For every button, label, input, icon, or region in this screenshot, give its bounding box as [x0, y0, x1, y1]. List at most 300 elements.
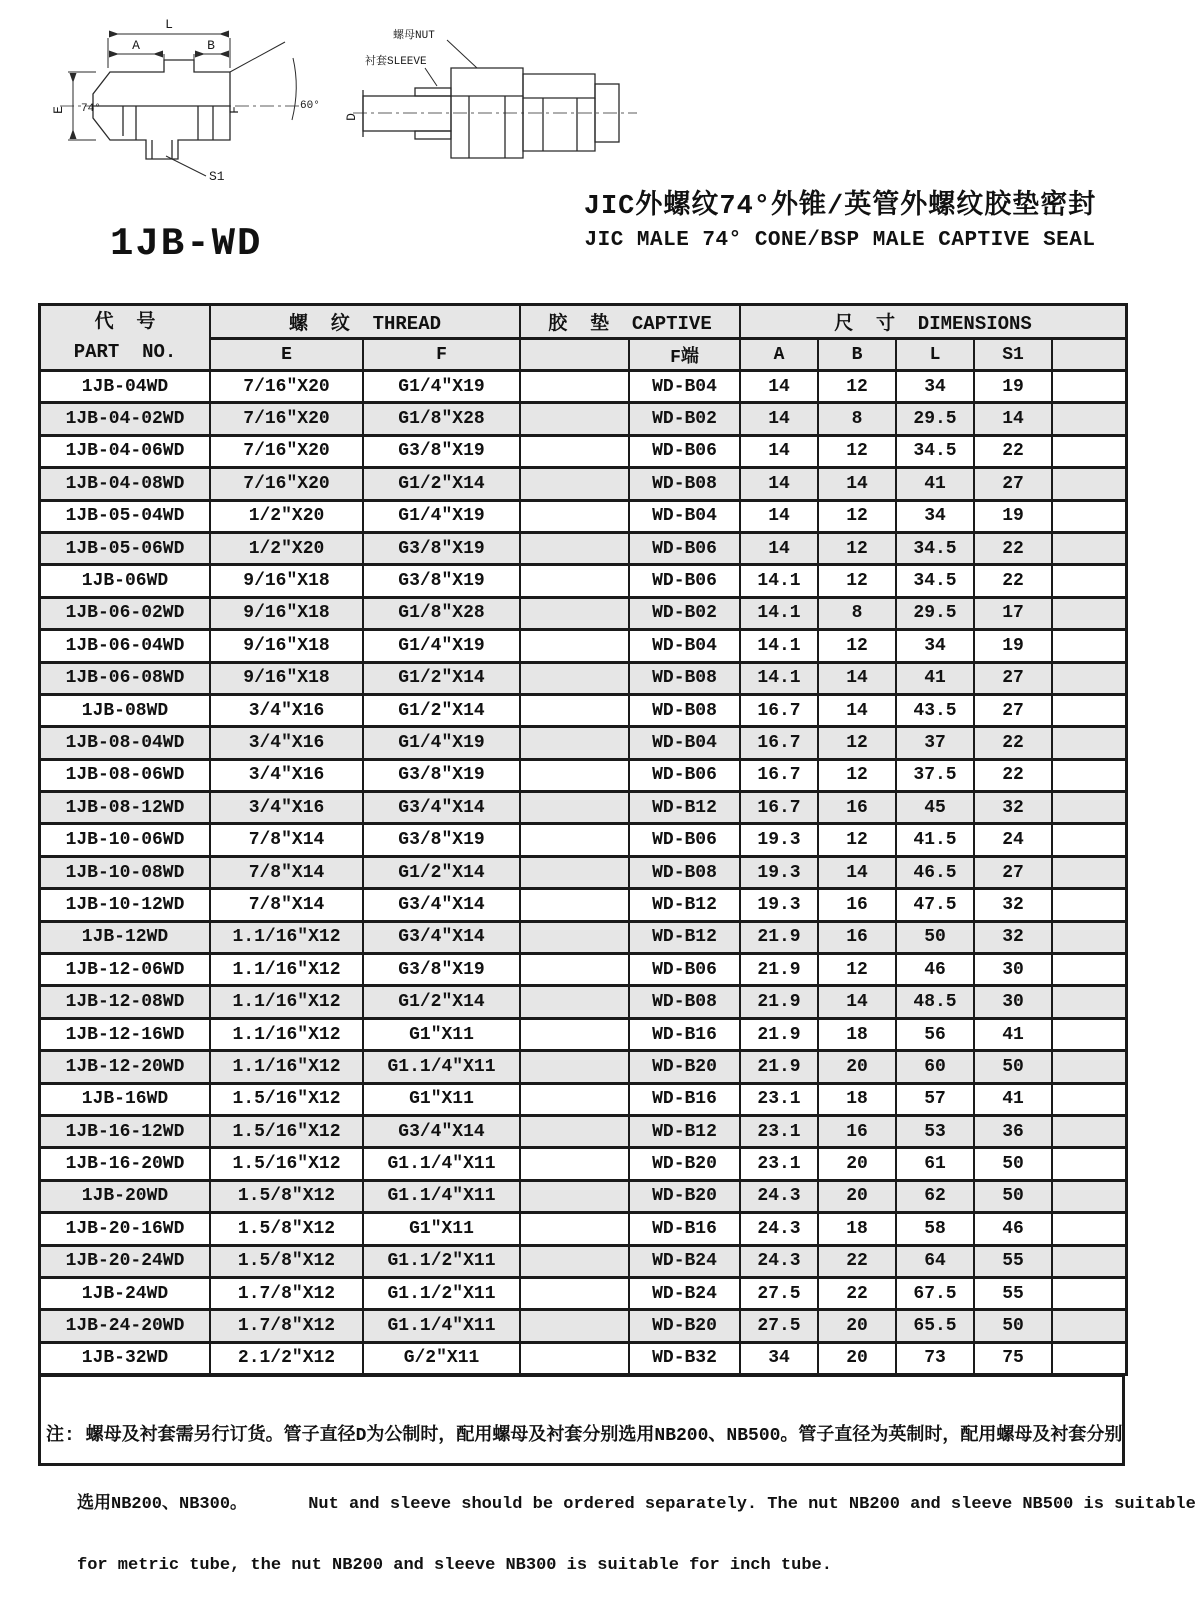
- table-cell: 22: [975, 534, 1053, 566]
- table-cell: 1.5/16″X12: [211, 1149, 364, 1181]
- table-cell: 64: [897, 1247, 975, 1279]
- table-row: [41, 631, 1128, 663]
- table-cell: WD-B16: [630, 1020, 741, 1052]
- header-col-b: B: [819, 340, 897, 372]
- table-cell: 1JB-32WD: [41, 1344, 211, 1376]
- table-cell: 50: [975, 1149, 1053, 1181]
- table-cell: [521, 858, 630, 890]
- table-cell: WD-B16: [630, 1085, 741, 1117]
- nut-body: [451, 96, 523, 158]
- table-cell: 22: [819, 1279, 897, 1311]
- table-cell: G3/4″X14: [364, 1117, 521, 1149]
- header-col-s1: S1: [975, 340, 1053, 372]
- header-col-captive-blank: [521, 340, 630, 372]
- table-cell: 12: [819, 534, 897, 566]
- table-cell: [521, 599, 630, 631]
- table-cell: [521, 469, 630, 501]
- table-cell: [1053, 761, 1128, 793]
- table-row: [41, 825, 1128, 857]
- table-cell: 7/16″X20: [211, 469, 364, 501]
- table-cell: [1053, 372, 1128, 404]
- table-row: [41, 534, 1128, 566]
- table-cell: 61: [897, 1149, 975, 1181]
- table-cell: [1053, 1247, 1128, 1279]
- table-cell: 21.9: [741, 923, 819, 955]
- table-cell: 60: [897, 1052, 975, 1084]
- body-lower: [523, 98, 595, 151]
- table-cell: 3/4″X16: [211, 728, 364, 760]
- table-cell: [521, 1052, 630, 1084]
- table-cell: WD-B24: [630, 1279, 741, 1311]
- page-title-chinese: JIC外螺纹74°外锥/英管外螺纹胶垫密封: [583, 192, 1097, 222]
- table-cell: 1JB-20-16WD: [41, 1214, 211, 1246]
- table-cell: 1/2″X20: [211, 502, 364, 534]
- table-cell: 1.1/16″X12: [211, 1052, 364, 1084]
- table-cell: 34: [897, 372, 975, 404]
- table-cell: [1053, 1279, 1128, 1311]
- table-cell: 16.7: [741, 793, 819, 825]
- table-cell: WD-B12: [630, 793, 741, 825]
- table-cell: 8: [819, 404, 897, 436]
- table-cell: 14: [819, 664, 897, 696]
- table-cell: 23.1: [741, 1149, 819, 1181]
- table-cell: [521, 631, 630, 663]
- table-cell: [521, 1149, 630, 1181]
- table-cell: 18: [819, 1085, 897, 1117]
- table-cell: 14: [741, 437, 819, 469]
- table-cell: 1JB-05-06WD: [41, 534, 211, 566]
- table-cell: 12: [819, 728, 897, 760]
- header-captive: 胶 垫 CAPTIVE: [521, 306, 741, 340]
- table-cell: 22: [975, 566, 1053, 598]
- table-cell: 1JB-20WD: [41, 1182, 211, 1214]
- table-cell: 1JB-04-02WD: [41, 404, 211, 436]
- table-cell: G1″X11: [364, 1085, 521, 1117]
- table-cell: [521, 1247, 630, 1279]
- table-cell: [1053, 696, 1128, 728]
- table-cell: 12: [819, 631, 897, 663]
- table-cell: 1JB-06-08WD: [41, 664, 211, 696]
- table-cell: G1/2″X14: [364, 987, 521, 1019]
- table-cell: 1JB-06WD: [41, 566, 211, 598]
- table-cell: 1.5/8″X12: [211, 1247, 364, 1279]
- table-cell: 29.5: [897, 599, 975, 631]
- table-cell: 19: [975, 372, 1053, 404]
- table-cell: 20: [819, 1052, 897, 1084]
- table-cell: G1/8″X28: [364, 404, 521, 436]
- table-row: [41, 1214, 1128, 1246]
- table-cell: 12: [819, 372, 897, 404]
- table-cell: [1053, 1052, 1128, 1084]
- header-col-right-blank: [1053, 340, 1128, 372]
- table-cell: 1.1/16″X12: [211, 923, 364, 955]
- fitting-upper-section: [93, 60, 230, 106]
- table-cell: 22: [975, 437, 1053, 469]
- table-cell: 47.5: [897, 890, 975, 922]
- table-cell: 32: [975, 890, 1053, 922]
- table-cell: 22: [975, 761, 1053, 793]
- table-cell: [521, 1117, 630, 1149]
- table-cell: 16: [819, 1117, 897, 1149]
- dim-label-a: A: [132, 38, 140, 53]
- fitting-lower-outline: [93, 106, 230, 159]
- table-cell: [521, 890, 630, 922]
- table-row: [41, 1085, 1128, 1117]
- table-cell: 7/8″X14: [211, 890, 364, 922]
- table-cell: 21.9: [741, 987, 819, 1019]
- table-cell: [1053, 631, 1128, 663]
- table-cell: [1053, 923, 1128, 955]
- table-cell: 55: [975, 1247, 1053, 1279]
- table-cell: [1053, 404, 1128, 436]
- table-cell: 1JB-12WD: [41, 923, 211, 955]
- table-cell: 67.5: [897, 1279, 975, 1311]
- table-cell: [521, 404, 630, 436]
- table-cell: [1053, 469, 1128, 501]
- table-cell: 75: [975, 1344, 1053, 1376]
- table-cell: 19.3: [741, 825, 819, 857]
- table-cell: 14.1: [741, 599, 819, 631]
- table-cell: 21.9: [741, 955, 819, 987]
- table-cell: 50: [975, 1052, 1053, 1084]
- table-cell: 19: [975, 502, 1053, 534]
- table-cell: 1JB-12-20WD: [41, 1052, 211, 1084]
- tube: [363, 96, 451, 131]
- table-cell: [1053, 858, 1128, 890]
- table-cell: 14: [975, 404, 1053, 436]
- table-cell: 12: [819, 566, 897, 598]
- table-cell: 14: [819, 469, 897, 501]
- table-cell: 1/2″X20: [211, 534, 364, 566]
- table-cell: 17: [975, 599, 1053, 631]
- table-cell: [521, 566, 630, 598]
- table-cell: 14: [819, 858, 897, 890]
- table-row: [41, 1117, 1128, 1149]
- table-cell: 34: [897, 502, 975, 534]
- table-cell: [521, 1279, 630, 1311]
- table-cell: 43.5: [897, 696, 975, 728]
- table-cell: 1JB-12-08WD: [41, 987, 211, 1019]
- table-cell: WD-B04: [630, 372, 741, 404]
- table-cell: 9/16″X18: [211, 566, 364, 598]
- table-cell: 41.5: [897, 825, 975, 857]
- table-cell: G1/8″X28: [364, 599, 521, 631]
- note-line-2: 选用NB200、NB300。 Nut and sleeve should be ordered separately. The nut NB200 and sleeve NB500 is suitable: [77, 1495, 1196, 1514]
- table-cell: 16: [819, 923, 897, 955]
- table-cell: 73: [897, 1344, 975, 1376]
- table-cell: 1JB-04-06WD: [41, 437, 211, 469]
- table-cell: 48.5: [897, 987, 975, 1019]
- table-cell: 14.1: [741, 631, 819, 663]
- table-cell: 1JB-06-02WD: [41, 599, 211, 631]
- table-cell: [521, 1085, 630, 1117]
- model-code: 1JB-WD: [110, 222, 263, 266]
- table-cell: 29.5: [897, 404, 975, 436]
- table-cell: [1053, 1085, 1128, 1117]
- table-cell: [521, 696, 630, 728]
- table-cell: 14.1: [741, 664, 819, 696]
- table-cell: 9/16″X18: [211, 664, 364, 696]
- table-row: [41, 1247, 1128, 1279]
- table-row: [41, 890, 1128, 922]
- table-cell: 7/8″X14: [211, 858, 364, 890]
- table-cell: WD-B02: [630, 599, 741, 631]
- table-cell: WD-B08: [630, 987, 741, 1019]
- table-cell: [1053, 1344, 1128, 1376]
- table-cell: 12: [819, 761, 897, 793]
- table-cell: 46: [975, 1214, 1053, 1246]
- table-cell: G1/2″X14: [364, 858, 521, 890]
- table-cell: 20: [819, 1182, 897, 1214]
- table-cell: WD-B12: [630, 923, 741, 955]
- table-cell: 32: [975, 923, 1053, 955]
- table-cell: 1.7/8″X12: [211, 1279, 364, 1311]
- table-cell: 1.1/16″X12: [211, 987, 364, 1019]
- table-cell: 1JB-16-20WD: [41, 1149, 211, 1181]
- table-cell: WD-B06: [630, 566, 741, 598]
- table-cell: G1″X11: [364, 1020, 521, 1052]
- table-cell: 41: [975, 1020, 1053, 1052]
- table-cell: [1053, 1214, 1128, 1246]
- table-cell: 22: [819, 1247, 897, 1279]
- table-cell: [521, 664, 630, 696]
- table-cell: 1JB-04-08WD: [41, 469, 211, 501]
- table-cell: [521, 1344, 630, 1376]
- table-cell: G1.1/4″X11: [364, 1182, 521, 1214]
- table-cell: 18: [819, 1020, 897, 1052]
- table-cell: [1053, 890, 1128, 922]
- table-cell: G1.1/2″X11: [364, 1279, 521, 1311]
- table-row: [41, 696, 1128, 728]
- table-cell: WD-B06: [630, 761, 741, 793]
- dim-label-b: B: [207, 38, 215, 53]
- table-cell: [1053, 534, 1128, 566]
- table-cell: 9/16″X18: [211, 599, 364, 631]
- table-cell: 14: [741, 404, 819, 436]
- table-cell: 1JB-10-06WD: [41, 825, 211, 857]
- sleeve: [415, 88, 451, 96]
- table-cell: 65.5: [897, 1311, 975, 1343]
- table-cell: WD-B02: [630, 404, 741, 436]
- table-cell: WD-B06: [630, 825, 741, 857]
- table-cell: WD-B32: [630, 1344, 741, 1376]
- table-cell: 2.1/2″X12: [211, 1344, 364, 1376]
- table-row: [41, 1020, 1128, 1052]
- nut-label: 螺母NUT: [393, 30, 435, 42]
- table-row: [41, 1311, 1128, 1343]
- header-part-no: [41, 306, 211, 372]
- table-row: [41, 502, 1128, 534]
- table-cell: WD-B24: [630, 1247, 741, 1279]
- table-cell: G1/2″X14: [364, 664, 521, 696]
- table-cell: 1.5/8″X12: [211, 1182, 364, 1214]
- table-cell: G3/4″X14: [364, 793, 521, 825]
- header-part-no-cn: 代 号: [94, 311, 156, 334]
- table-cell: 14: [819, 987, 897, 1019]
- table-row: [41, 1182, 1128, 1214]
- table-cell: 27: [975, 696, 1053, 728]
- table-cell: 27: [975, 858, 1053, 890]
- table-cell: [1053, 825, 1128, 857]
- table-cell: 58: [897, 1214, 975, 1246]
- table-cell: 9/16″X18: [211, 631, 364, 663]
- table-cell: G1.1/4″X11: [364, 1052, 521, 1084]
- table-cell: 27: [975, 469, 1053, 501]
- table-cell: 34.5: [897, 534, 975, 566]
- table-cell: 56: [897, 1020, 975, 1052]
- dim-label-l: L: [165, 17, 173, 32]
- table-cell: 34: [897, 631, 975, 663]
- table-cell: 27.5: [741, 1279, 819, 1311]
- table-cell: WD-B04: [630, 502, 741, 534]
- table-cell: [521, 955, 630, 987]
- dim-label-s1: S1: [209, 169, 225, 184]
- table-cell: 14.1: [741, 566, 819, 598]
- table-cell: 27: [975, 664, 1053, 696]
- table-cell: 41: [975, 1085, 1053, 1117]
- header-thread: 螺 纹 THREAD: [211, 306, 521, 340]
- table-cell: G1/4″X19: [364, 372, 521, 404]
- table-cell: 46.5: [897, 858, 975, 890]
- table-cell: 24: [975, 825, 1053, 857]
- table-cell: [1053, 1020, 1128, 1052]
- table-cell: WD-B06: [630, 955, 741, 987]
- header-col-f-end: F端: [630, 340, 741, 372]
- table-cell: 23.1: [741, 1117, 819, 1149]
- table-cell: 1JB-10-08WD: [41, 858, 211, 890]
- dim-label-74deg: 74°: [81, 103, 101, 115]
- table-cell: 14: [741, 372, 819, 404]
- table-cell: G1.1/4″X11: [364, 1311, 521, 1343]
- table-cell: 16: [819, 793, 897, 825]
- table-cell: 20: [819, 1344, 897, 1376]
- table-cell: WD-B20: [630, 1311, 741, 1343]
- table-cell: [521, 372, 630, 404]
- table-cell: [1053, 728, 1128, 760]
- table-cell: [1053, 1311, 1128, 1343]
- table-cell: [1053, 987, 1128, 1019]
- table-cell: 1JB-24-20WD: [41, 1311, 211, 1343]
- table-cell: 21.9: [741, 1020, 819, 1052]
- table-cell: 53: [897, 1117, 975, 1149]
- table-cell: 46: [897, 955, 975, 987]
- table-cell: 50: [897, 923, 975, 955]
- table-cell: G1/4″X19: [364, 631, 521, 663]
- table-cell: 1.5/16″X12: [211, 1117, 364, 1149]
- table-cell: 37: [897, 728, 975, 760]
- table-cell: 1JB-08-04WD: [41, 728, 211, 760]
- table-cell: G3/4″X14: [364, 923, 521, 955]
- table-cell: 32: [975, 793, 1053, 825]
- assembly-diagram: [345, 16, 645, 186]
- note-line-1: 注: 螺母及衬套需另行订货。管子直径D为公制时，配用螺母及衬套分别选用NB200、NB500。管子直径为英制时，配用螺母及衬套分别: [46, 1426, 1123, 1446]
- table-cell: 1JB-12-16WD: [41, 1020, 211, 1052]
- table-cell: 1JB-10-12WD: [41, 890, 211, 922]
- table-cell: 34.5: [897, 566, 975, 598]
- table-cell: 21.9: [741, 1052, 819, 1084]
- table-cell: G1″X11: [364, 1214, 521, 1246]
- table-cell: 1JB-16WD: [41, 1085, 211, 1117]
- header-part-no-en: PART NO.: [73, 340, 177, 363]
- sleeve-label: 衬套SLEEVE: [365, 56, 427, 68]
- table-cell: 1JB-04WD: [41, 372, 211, 404]
- table-cell: 45: [897, 793, 975, 825]
- dim-label-e: E: [51, 106, 66, 114]
- table-cell: 34.5: [897, 437, 975, 469]
- table-row: [41, 437, 1128, 469]
- table-cell: 27.5: [741, 1311, 819, 1343]
- table-cell: 12: [819, 955, 897, 987]
- table-cell: [1053, 437, 1128, 469]
- page-title-english: JIC MALE 74° CONE/BSP MALE CAPTIVE SEAL: [584, 229, 1096, 252]
- table-row: [41, 372, 1128, 404]
- table-cell: [521, 437, 630, 469]
- table-cell: 8: [819, 599, 897, 631]
- table-row: [41, 728, 1128, 760]
- table-cell: 19.3: [741, 858, 819, 890]
- table-cell: G3/8″X19: [364, 761, 521, 793]
- table-row: [41, 955, 1128, 987]
- table-row: [41, 599, 1128, 631]
- table-cell: [521, 1182, 630, 1214]
- table-row: [41, 987, 1128, 1019]
- table-cell: 3/4″X16: [211, 793, 364, 825]
- table-cell: G3/4″X14: [364, 890, 521, 922]
- table-cell: G1/4″X19: [364, 728, 521, 760]
- table-cell: [521, 1311, 630, 1343]
- table-cell: 7/16″X20: [211, 437, 364, 469]
- table-cell: 12: [819, 825, 897, 857]
- note-line-3: for metric tube, the nut NB200 and sleeve NB300 is suitable for inch tube.: [77, 1556, 832, 1575]
- header-col-e: E: [211, 340, 364, 372]
- table-cell: 16.7: [741, 761, 819, 793]
- table-cell: [521, 761, 630, 793]
- table-cell: 3/4″X16: [211, 696, 364, 728]
- table-cell: [521, 923, 630, 955]
- table-cell: 1JB-16-12WD: [41, 1117, 211, 1149]
- table-cell: 1JB-08-12WD: [41, 793, 211, 825]
- table-cell: [1053, 1149, 1128, 1181]
- spec-table: [38, 303, 1128, 1376]
- table-cell: WD-B12: [630, 890, 741, 922]
- table-cell: WD-B06: [630, 534, 741, 566]
- table-cell: 50: [975, 1182, 1053, 1214]
- note-box: [38, 1374, 1196, 1575]
- table-cell: [521, 1214, 630, 1246]
- table-cell: 1JB-08-06WD: [41, 761, 211, 793]
- table-row: [41, 1052, 1128, 1084]
- table-cell: [1053, 955, 1128, 987]
- table-cell: [1053, 502, 1128, 534]
- table-cell: 14: [819, 696, 897, 728]
- table-cell: 1.7/8″X12: [211, 1311, 364, 1343]
- table-cell: 1JB-05-04WD: [41, 502, 211, 534]
- table-cell: G3/8″X19: [364, 534, 521, 566]
- table-cell: 24.3: [741, 1214, 819, 1246]
- table-cell: [1053, 1182, 1128, 1214]
- table-cell: [521, 534, 630, 566]
- table-cell: [521, 1020, 630, 1052]
- table-cell: G1.1/2″X11: [364, 1247, 521, 1279]
- header-col-a: A: [741, 340, 819, 372]
- table-cell: 14: [741, 469, 819, 501]
- table-row: [41, 1344, 1128, 1376]
- table-row: [41, 566, 1128, 598]
- table-cell: 34: [741, 1344, 819, 1376]
- table-cell: G/2″X11: [364, 1344, 521, 1376]
- table-cell: 1JB-24WD: [41, 1279, 211, 1311]
- table-cell: [521, 728, 630, 760]
